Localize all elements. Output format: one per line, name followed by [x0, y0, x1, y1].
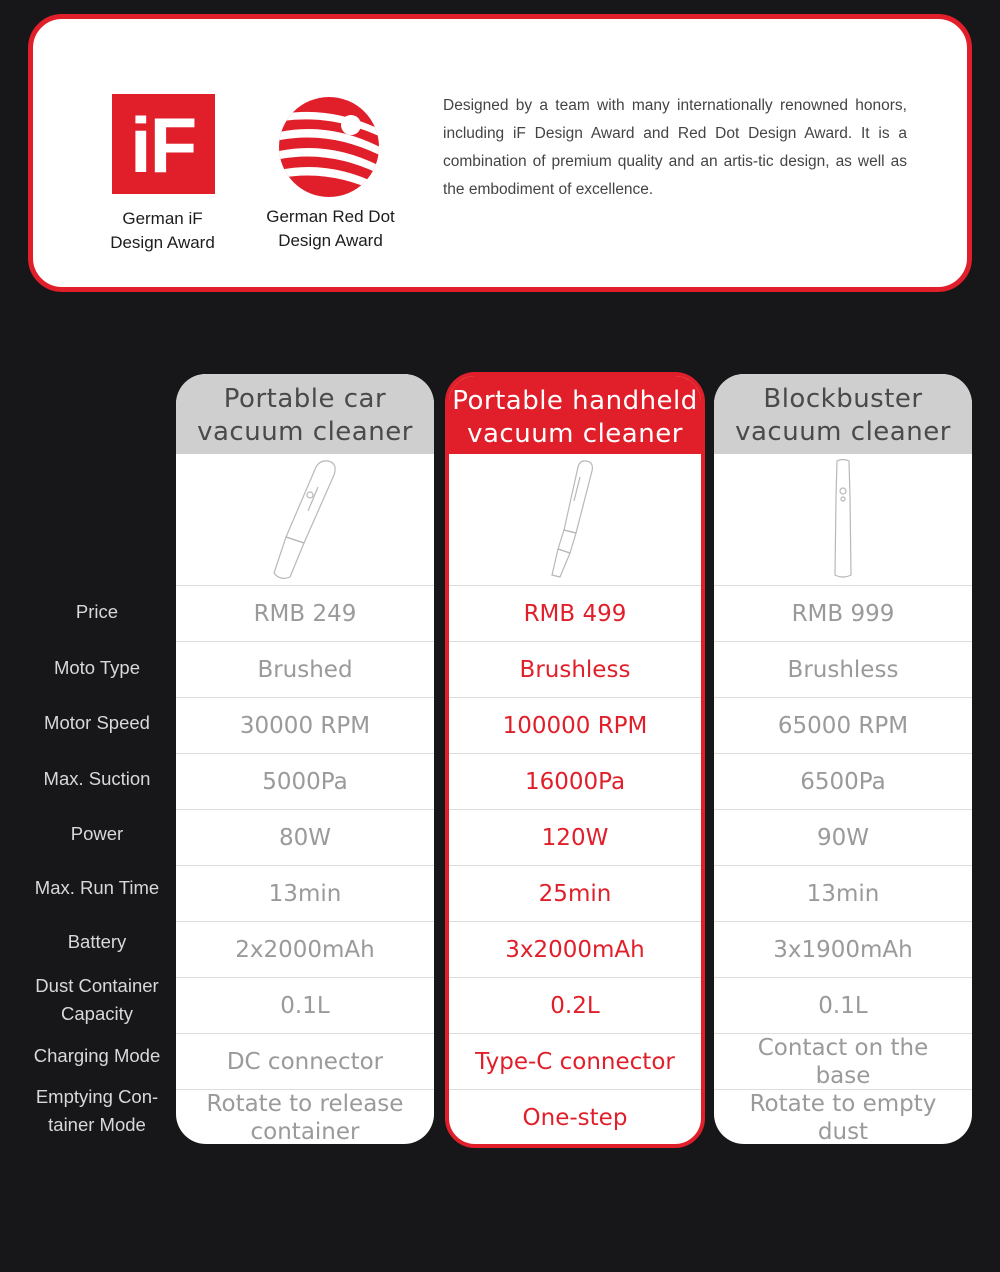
if-award-label: German iF Design Award	[110, 209, 215, 252]
cell-power: 90W	[714, 809, 972, 865]
cell-price: RMB 499	[449, 585, 701, 641]
cell-emptying-mode: Rotate to empty dust	[714, 1089, 972, 1144]
cell-price: RMB 249	[176, 585, 434, 641]
cell-emptying-mode: One-step	[449, 1089, 701, 1145]
row-label-battery: Battery	[67, 931, 127, 952]
cell-battery: 3x2000mAh	[449, 921, 701, 977]
cell-battery: 2x2000mAh	[176, 921, 434, 977]
product-column-handheld-vacuum	[445, 372, 705, 1148]
cell-max-suction: 16000Pa	[449, 753, 701, 809]
cell-motor-type: Brushless	[449, 641, 701, 697]
cell-price: RMB 999	[714, 585, 972, 641]
cell-emptying-mode: Rotate to release container	[176, 1089, 434, 1144]
award-card	[28, 14, 972, 292]
cell-max-run-time: 13min	[714, 865, 972, 921]
row-label-max-run-time: Max. Run Time	[34, 877, 160, 898]
cell-charging-mode: DC connector	[176, 1033, 434, 1089]
row-label-emptying-container-mode: Emptying Con- tainer Mode	[35, 1086, 159, 1135]
cell-charging-mode: Contact on the base	[714, 1033, 972, 1089]
cell-motor-type: Brushed	[176, 641, 434, 697]
cell-motor-type: Brushless	[714, 641, 972, 697]
if-logo-text: iF	[130, 101, 196, 189]
cell-power: 80W	[176, 809, 434, 865]
column-header: Portable handheld vacuum cleaner	[449, 376, 701, 454]
red-dot-award-label: German Red Dot Design Award	[266, 207, 395, 250]
cell-power: 120W	[449, 809, 701, 865]
row-label-charging-mode: Charging Mode	[33, 1045, 161, 1066]
cell-max-run-time: 25min	[449, 865, 701, 921]
product-column-blockbuster-vacuum	[714, 374, 972, 1144]
row-label-power: Power	[70, 823, 124, 844]
red-dot-award-logo	[277, 95, 381, 199]
column-header: Portable car vacuum cleaner	[176, 374, 434, 454]
cell-max-run-time: 13min	[176, 865, 434, 921]
handheld-vacuum-image	[449, 454, 701, 585]
cell-dust-capacity: 0.1L	[714, 977, 972, 1033]
cell-battery: 3x1900mAh	[714, 921, 972, 977]
cell-max-suction: 6500Pa	[714, 753, 972, 809]
row-label-dust-container-capacity: Dust Container Capacity	[35, 975, 159, 1024]
row-label-price: Price	[75, 601, 119, 622]
row-label-moto-type: Moto Type	[53, 657, 141, 678]
cell-max-suction: 5000Pa	[176, 753, 434, 809]
blockbuster-vacuum-image	[714, 454, 972, 585]
row-label-max-suction: Max. Suction	[43, 768, 151, 789]
column-header: Blockbuster vacuum cleaner	[714, 374, 972, 454]
product-column-car-vacuum	[176, 374, 434, 1144]
cell-motor-speed: 100000 RPM	[449, 697, 701, 753]
cell-charging-mode: Type-C connector	[449, 1033, 701, 1089]
cell-dust-capacity: 0.2L	[449, 977, 701, 1033]
row-label-motor-speed: Motor Speed	[44, 712, 150, 733]
if-design-award-logo	[112, 94, 215, 194]
cell-motor-speed: 30000 RPM	[176, 697, 434, 753]
car-vacuum-image	[176, 454, 434, 585]
cell-motor-speed: 65000 RPM	[714, 697, 972, 753]
cell-dust-capacity: 0.1L	[176, 977, 434, 1033]
award-description: Designed by a team with many internationally renowned honors, including iF Design Award and Red Dot Design Award. It is a combination of premium quality and an artis-tic design, as well as the embodiment of excellence.	[443, 97, 907, 198]
